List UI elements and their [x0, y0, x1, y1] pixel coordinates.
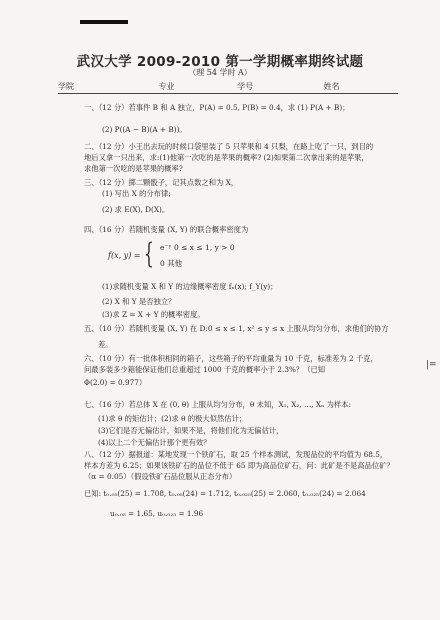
- q4-formula-lhs: f(x, y) =: [108, 251, 141, 260]
- info-label-id: 学号: [237, 82, 254, 91]
- q7-line-1: 七、（16 分）若总体 X 在 (0, θ) 上服从均匀分布，θ 未知，X₁, X₂, …, Xₙ 为样本:: [84, 400, 351, 409]
- q7-line-2: (1)求 θ 的矩估计；(2)求 θ 的极大似然估计；: [98, 414, 247, 423]
- info-label-major: 专业: [158, 82, 175, 91]
- q3-line-1: 三、（12 分）掷二颗骰子，记其点数之和为 X，: [84, 178, 239, 187]
- q4-part-1: (1)求随机变量 X 和 Y 的边缘概率密度 fₓ(x); f_Y(y)；: [102, 282, 278, 291]
- q3-line-3: (2) 求 E(X), D(X)。: [102, 205, 170, 214]
- q1-line-1: 一、（12 分）若事件 B 和 A 独立，P(A) = 0.5, P(B) = 0.4，求 (1) P(A + B)；: [84, 103, 350, 112]
- q4-formula-case-2: 0 其他: [160, 259, 183, 268]
- q2-line-1: 二、（12 分）小王出去玩的时候口袋里装了 5 只苹果和 4 只梨，在路上吃了一只，到目的: [84, 142, 374, 151]
- q4-part-3: (3)求 Z = X + Y 的概率密度。: [102, 310, 205, 319]
- ink-mark: [80, 20, 128, 24]
- q8-line-5: u₀.₀₅ = 1.65, u₀.₀₂₅ = 1.96: [110, 509, 204, 518]
- q6-line-3: Φ(2.0) = 0.977）: [84, 378, 147, 387]
- q7-line-4: (4)以上二个无偏估计那个更有效？: [98, 438, 211, 447]
- q4-formula-case-1: e⁻ʸ 0 ≤ x ≤ 1, y > 0: [160, 243, 235, 252]
- q8-line-2: 样本方差为 6.25；如果该铁矿石的品位不低于 65 即为高品位矿石，问：此矿是不是高品位矿？: [84, 461, 394, 470]
- q7-line-3: (3)它们是否无偏估计，如果不是，将他们化为无偏估计，: [98, 426, 284, 435]
- info-label-name: 姓名: [323, 82, 340, 91]
- q2-line-3: 求他第一次吃的是苹果的概率?: [84, 164, 183, 173]
- exam-subtitle: （理 54 学时 A）: [188, 68, 252, 77]
- q6-line-2: 问最多装多少箱能保证他们总重超过 1000 千克的概率小于 2.3%？（已知: [84, 365, 326, 374]
- margin-mark: |=: [426, 360, 437, 370]
- student-info-line: [58, 81, 398, 94]
- exam-title: 武汉大学 2009-2010 第一学期概率期终试题: [76, 54, 364, 70]
- q4-part-2: (2) X 和 Y 是否独立？: [102, 297, 176, 306]
- q8-line-4: 已知: t₀.₀₅(25) = 1.708, t₀.₀₅(24) = 1.712, t₀.₀₂₅(25) = 2.060, t₀.₀₂₅(24) = 2.064: [84, 489, 366, 498]
- q2-line-2: 地后又拿一只出来，求:(1)他第一次吃的是苹果的概率? (2)如果第二次拿出来的是苹果，: [84, 153, 369, 162]
- q4-formula-brace: {: [144, 237, 154, 270]
- q8-line-3: （α = 0.05）（假设铁矿石品位服从正态分布）: [84, 472, 237, 481]
- info-label-school: 学院: [58, 82, 74, 91]
- q5-line-1: 五、（10 分）若随机变量 (X, Y) 在 D:0 ≤ x ≤ 1, x² ≤ y ≤ x 上服从均匀分布，求他们的协方: [84, 324, 389, 333]
- q5-line-2: 差。: [98, 340, 113, 349]
- q3-line-2: (1) 写出 X 的分布律;: [102, 189, 171, 198]
- q8-line-1: 八、（12 分）据报道：某地发现一个铁矿石，取 25 个样本测试，发现品位的平均值为 68.5，: [84, 450, 388, 459]
- q4-line-1: 四、（16 分）若随机变量 (X, Y) 的联合概率密度为: [84, 225, 249, 234]
- q6-line-1: 六、（10 分）有一批体积相同的箱子，这些箱子的平均重量为 10 千克，标准差为 2 千克，: [84, 354, 378, 363]
- q1-line-2: (2) P((A − B)(A + B))。: [102, 125, 187, 134]
